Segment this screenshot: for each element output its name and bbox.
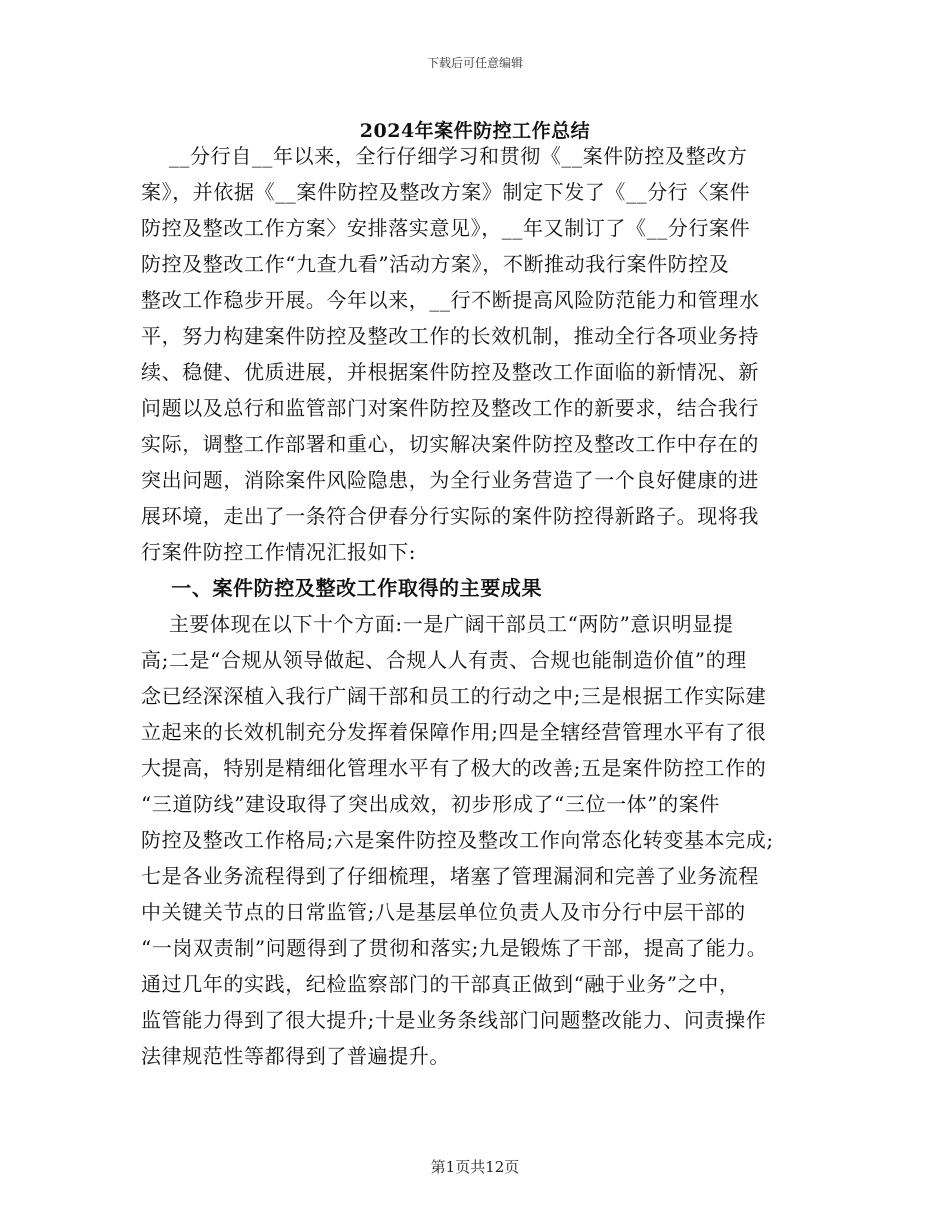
- text-line-17: 立起来的长效机制充分发挥着保障作用;四是全辖经营管理水平有了很: [141, 720, 767, 744]
- text-line-08: 问题以及总行和监管部门对案件防控及整改工作的新要求，结合我行: [141, 396, 759, 420]
- text-line-06: 平，努力构建案件防控及整改工作的长效机制，推动全行各项业务持: [141, 324, 759, 348]
- text-line-20: 防控及整改工作格局;六是案件防控及整改工作向常态化转变基本完成;: [141, 828, 774, 852]
- text-line-25: 监管能力得到了很大提升;十是业务条线部门问题整改能力、问责操作: [141, 1008, 767, 1032]
- text-line-07: 续、稳健、优质进展，并根据案件防控及整改工作面临的新情况、新: [141, 360, 759, 384]
- section-heading: 一、案件防控及整改工作取得的主要成果: [141, 576, 543, 600]
- text-line-10: 突出问题，消除案件风险隐患，为全行业务营造了一个良好健康的进: [141, 468, 759, 492]
- text-line-24: 通过几年的实践，纪检监察部门的干部真正做到“融于业务”之中，: [141, 972, 740, 996]
- text-line-15: 高;二是“合规从领导做起、合规人人有责、合规也能制造价值”的理: [141, 648, 747, 672]
- text-line-26: 法律规范性等都得到了普遍提升。: [141, 1044, 450, 1068]
- text-line-14: 主要体现在以下十个方面:一是广阔干部员工“两防”意识明显提: [141, 612, 734, 636]
- text-line-19: “三道防线”建设取得了突出成效，初步形成了“三位一体”的案件: [141, 792, 720, 816]
- text-line-16: 念已经深深植入我行广阔干部和员工的行动之中;三是根据工作实际建: [141, 684, 767, 708]
- text-line-09: 实际，调整工作部署和重心，切实解决案件防控及整改工作中存在的: [141, 432, 759, 456]
- text-line-05: 整改工作稳步开展。今年以来，__行不断提高风险防范能力和管理水: [141, 288, 760, 312]
- text-line-18: 大提高，特别是精细化管理水平有了极大的改善;五是案件防控工作的: [141, 756, 767, 780]
- text-line-01: __分行自__年以来，全行仔细学习和贯彻《__案件防控及整改方: [141, 144, 748, 168]
- text-line-21: 七是各业务流程得到了仔细梳理，堵塞了管理漏洞和完善了业务流程: [141, 864, 759, 888]
- text-line-02: 案》，并依据《__案件防控及整改方案》制定下发了《__分行〈案件: [141, 180, 751, 204]
- text-line-03: 防控及整改工作方案〉安排落实意见》，__年又制订了《__分行案件: [141, 216, 751, 240]
- text-line-04: 防控及整改工作“九查九看”活动方案》，不断推动我行案件防控及: [141, 252, 730, 276]
- document-title: 2024年案件防控工作总结: [359, 120, 591, 142]
- text-line-23: “一岗双责制”问题得到了贯彻和落实;九是锻炼了干部，提高了能力。: [141, 936, 768, 960]
- text-line-22: 中关键关节点的日常监管;八是基层单位负责人及市分行中层干部的: [141, 900, 746, 924]
- page-number: 第1页共12页: [430, 1158, 520, 1176]
- header-note: 下载后可任意编辑: [426, 56, 523, 70]
- text-line-11: 展环境，走出了一条符合伊春分行实际的案件防控得新路子。现将我: [141, 504, 759, 528]
- text-line-12: 行案件防控工作情况汇报如下:: [141, 540, 417, 564]
